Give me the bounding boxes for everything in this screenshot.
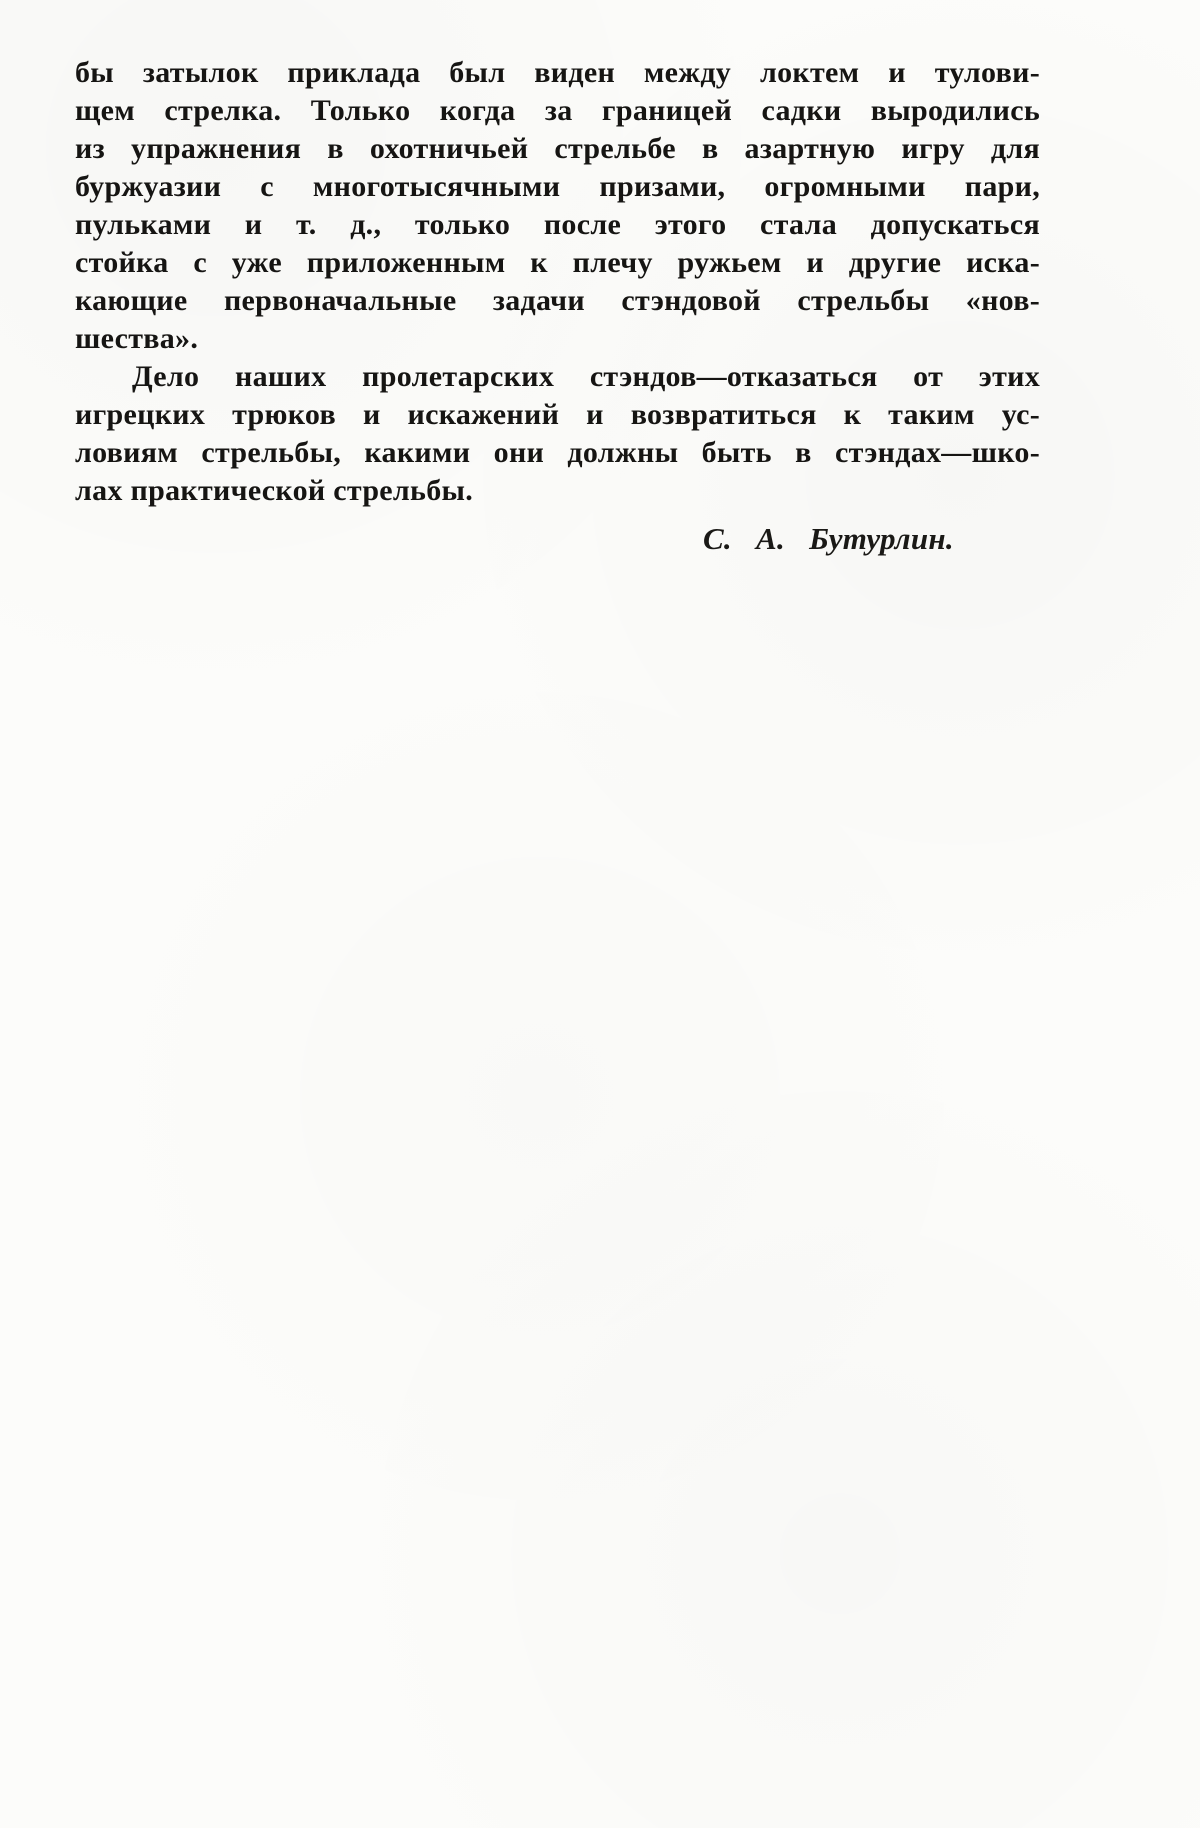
paragraph-closing xyxy=(75,358,1040,510)
text-block xyxy=(75,54,1040,558)
text-line: бы затылок приклада был виден между локтем и тулови- xyxy=(75,56,1040,89)
text-line: щем стрелка. Только когда за границей садки выродились xyxy=(75,94,1040,127)
text-line: игрецких трюков и искажений и возвратиться к таким ус- xyxy=(75,398,1040,431)
paragraph-continuation xyxy=(75,54,1040,358)
author-signature: С. А. Бутурлин. xyxy=(702,521,954,556)
text-line: лах практической стрельбы. xyxy=(75,474,474,507)
text-line: ловиям стрельбы, какими они должны быть в стэндах—шко- xyxy=(75,436,1040,469)
text-line: Дело наших пролетарских стэндов—отказаться от этих xyxy=(132,360,1040,393)
text-line: стойка с уже приложенным к плечу ружьем и другие иска- xyxy=(75,246,1040,279)
text-line: пульками и т. д., только после этого стала допускаться xyxy=(75,208,1040,241)
text-line: буржуазии с многотысячными призами, огромными пари, xyxy=(75,170,1040,203)
text-line: шества». xyxy=(75,322,199,355)
text-line: из упражнения в охотничьей стрельбе в азартную игру для xyxy=(75,132,1040,165)
text-line: кающие первоначальные задачи стэндовой стрельбы «нов- xyxy=(75,284,1040,317)
